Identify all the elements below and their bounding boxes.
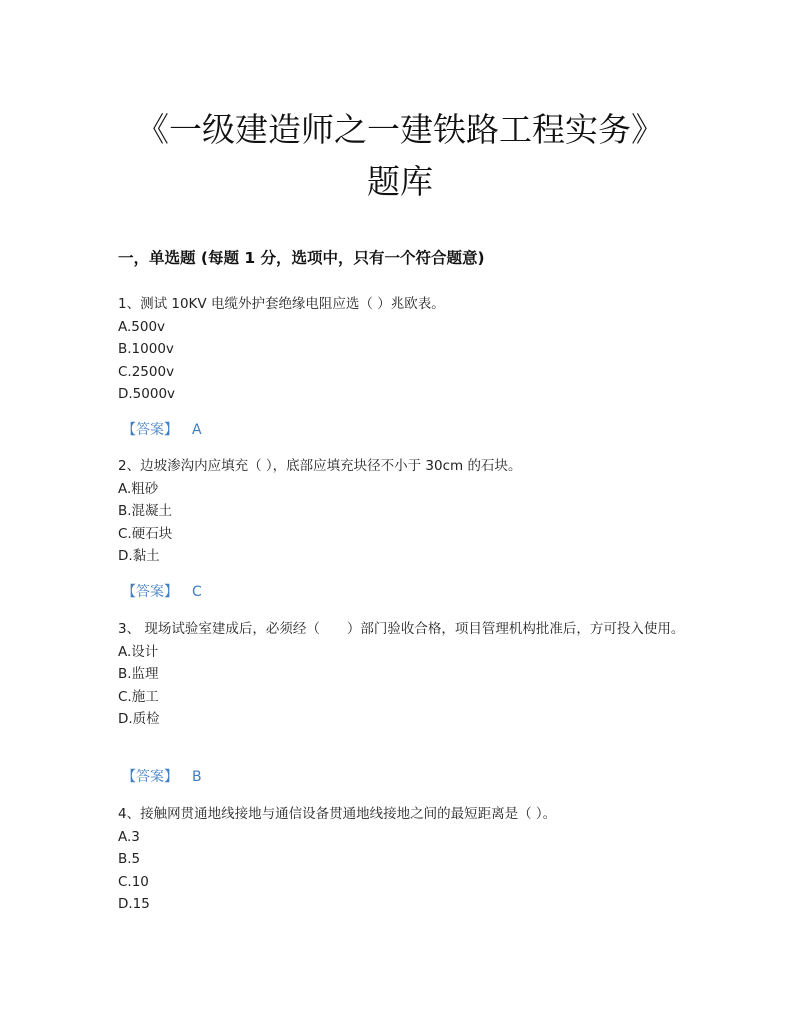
answer-value: B [192,769,202,785]
question-3 [118,618,688,731]
answer-label: 【答案】 [122,769,178,785]
option-c: C.硬石块 [118,525,173,542]
answer-label: 【答案】 [122,584,178,600]
option-a: A.粗砂 [118,480,159,497]
option-b: B.混凝土 [118,503,173,519]
option-b: B.1000v [118,341,174,357]
option-c: C.2500v [118,363,175,380]
option-a: A.设计 [118,643,159,660]
question-text: 4、接触网贯通地线接地与通信设备贯通地线接地之间的最短距离是（ ）。 [118,806,557,822]
question-text: 2、边坡渗沟内应填充（ ），底部应填充块径不小于 30cm 的石块。 [118,458,522,474]
option-b: B.监理 [118,666,159,682]
answer-3 [122,767,202,787]
option-d: D.5000v [118,386,176,402]
option-b: B.5 [118,851,141,867]
question-4 [118,803,688,916]
option-a: A.3 [118,828,140,845]
option-d: D.质检 [118,711,160,727]
question-2 [118,455,688,568]
answer-label: 【答案】 [122,422,178,438]
question-text: 1、测试 10KV 电缆外护套绝缘电阻应选（ ）兆欧表。 [118,296,445,312]
section-heading: 一，单选题 (每题 1 分，选项中，只有一个符合题意) [118,249,485,267]
question-text: 3、 现场试验室建成后，必须经（ ）部门验收合格，项目管理机构批准后，方可投入使用。 [118,621,685,637]
answer-2 [122,582,202,602]
option-a: A.500v [118,318,166,335]
answer-1 [122,420,202,440]
question-1 [118,293,688,406]
option-c: C.施工 [118,688,159,705]
answer-value: A [192,422,202,438]
option-c: C.10 [118,873,149,890]
document-title-line-2: 题库 [367,162,433,201]
option-d: D.15 [118,896,150,912]
option-d: D.黏土 [118,548,160,564]
document-title-line-1: 《一级建造师之一建铁路工程实务》 [136,110,664,149]
answer-value: C [192,584,202,600]
